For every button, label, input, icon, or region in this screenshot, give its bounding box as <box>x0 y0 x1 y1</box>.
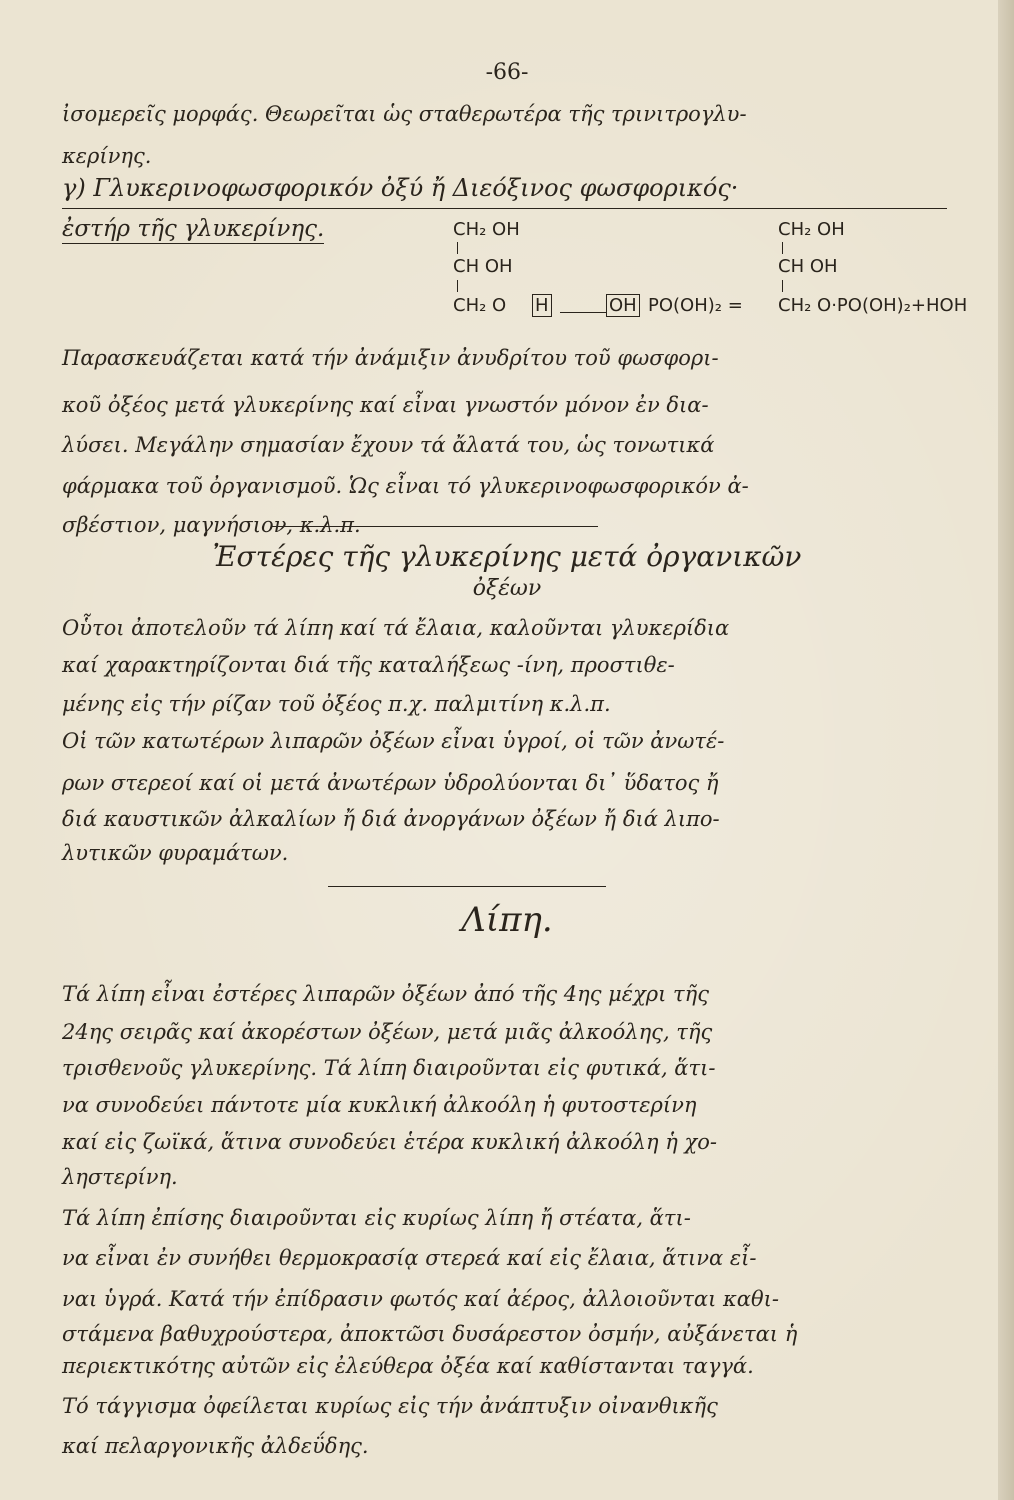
heading-rule <box>62 208 947 209</box>
box-h: H <box>532 294 552 317</box>
text-line: Παρασκευάζεται κατά τήν ἀνάμιξιν ἀνυδρίτου τοῦ φωσφορι- <box>62 346 719 370</box>
bond-line <box>457 280 458 292</box>
text-line: μένης εἰς τήν ρίζαν τοῦ ὀξέος π.χ. παλμιτίνη κ.λ.π. <box>62 692 611 716</box>
page-number: -66- <box>485 60 529 85</box>
formula-left-row: CH OH <box>453 256 513 277</box>
formula-left-row: CH₂ O <box>453 295 507 316</box>
text-line: κοῦ ὀξέος μετά γλυκερίνης καί εἶναι γνωστόν μόνον ἐν δια- <box>62 393 709 417</box>
esters-title: Ἐστέρες τῆς γλυκερίνης μετά ὀργανικῶν <box>212 540 802 573</box>
page-edge <box>998 0 1014 1500</box>
text-line: Τό τάγγισμα ὀφείλεται κυρίως εἰς τήν ἀνάπτυξιν οἰνανθικῆς <box>62 1394 718 1418</box>
section-heading: γ) Γλυκερινοφωσφορικόν ὀξύ ἤ Διεόξινος φωσφορικός· <box>62 174 739 202</box>
text-line: ἰσομερεῖς μορφάς. Θεωρεῖται ὡς σταθερωτέρα τῆς τρινιτρογλυ- <box>62 102 747 126</box>
text-line: ναι ὑγρά. Κατά τήν ἐπίδρασιν φωτός καί ἀέρος, ἀλλοιοῦνται καθι- <box>62 1287 779 1311</box>
bond-line <box>782 242 783 254</box>
text-line: να εἶναι ἐν συνήθει θερμοκρασίᾳ στερεά καί εἰς ἔλαια, ἅτινα εἶ- <box>62 1246 757 1270</box>
text-line: καί εἰς ζωϊκά, ἅτινα συνοδεύει ἑτέρα κυκλική ἀλκοόλη ἡ χο- <box>62 1130 717 1154</box>
text-line: 24ης σειρᾶς καί ἀκορέστων ὀξέων, μετά μιᾶς ἀλκοόλης, τῆς <box>62 1020 713 1044</box>
box-oh: OH <box>606 294 640 317</box>
text-line: να συνοδεύει πάντοτε μία κυκλική ἀλκοόλη ἡ φυτοστερίνη <box>62 1093 697 1117</box>
text-line: κερίνης. <box>62 144 152 168</box>
text-line: φάρμακα τοῦ ὀργανισμοῦ. Ὡς εἶναι τό γλυκερινοφωσφορικόν ἀ- <box>62 474 749 498</box>
text-line: τρισθενοῦς γλυκερίνης. Τά λίπη διαιροῦνται εἰς φυτικά, ἅτι- <box>62 1056 716 1080</box>
text-line: λυτικῶν φυραμάτων. <box>62 841 289 865</box>
bond-line <box>560 312 606 313</box>
text-line: σβέστιον, μαγνήσιον, κ.λ.π. <box>62 513 361 537</box>
text-line: Τά λίπη ἐπίσης διαιροῦνται εἰς κυρίως λίπη ἤ στέατα, ἅτι- <box>62 1206 691 1230</box>
text-line: στάμενα βαθυχρούστερα, ἀποκτῶσι δυσάρεστον ὀσμήν, αὐξάνεται ἡ <box>62 1322 798 1346</box>
text-line: περιεκτικότης αὐτῶν εἰς ἐλεύθερα ὀξέα καί καθίστανται ταγγά. <box>62 1354 754 1378</box>
formula-right-row: CH₂ OH <box>778 219 845 240</box>
text-line: διά καυστικῶν ἀλκαλίων ἤ διά ἀνοργάνων ὀξέων ἤ διά λιπο- <box>62 807 720 831</box>
lipi-title: Λίπη. <box>461 900 553 940</box>
text-line: καί πελαργονικῆς ἀλδεΰδης. <box>62 1434 369 1458</box>
formula-left-tail: PO(OH)₂ = <box>648 295 743 316</box>
formula-right-row: CH OH <box>778 256 838 277</box>
bond-line <box>457 242 458 254</box>
text-line: ρων στερεοί καί οἱ μετά ἀνωτέρων ὑδρολύονται δι᾽ ὕδατος ἤ <box>62 771 719 795</box>
text-line: Οἱ τῶν κατωτέρων λιπαρῶν ὀξέων εἶναι ὑγροί, οἱ τῶν ἀνωτέ- <box>62 729 725 753</box>
bond-line <box>782 280 783 292</box>
text-line: Οὗτοι ἀποτελοῦν τά λίπη καί τά ἔλαια, καλοῦνται γλυκερίδια <box>62 616 730 640</box>
formula-box-oh <box>606 295 640 316</box>
section-rule <box>328 886 606 887</box>
text-line: καί χαρακτηρίζονται διά τῆς καταλήξεως -ίνη, προστιθε- <box>62 653 675 677</box>
section-heading-2-text: ἐστήρ τῆς γλυκερίνης. <box>62 216 325 242</box>
section-heading-2 <box>62 216 324 242</box>
text-line: Τά λίπη εἶναι ἐστέρες λιπαρῶν ὀξέων ἀπό τῆς 4ης μέχρι τῆς <box>62 982 710 1006</box>
text-line: ληστερίνη. <box>62 1165 178 1189</box>
section-rule <box>272 526 598 527</box>
formula-left-row: CH₂ OH <box>453 219 520 240</box>
text-line: λύσει. Μεγάλην σημασίαν ἔχουν τά ἄλατά του, ὡς τονωτικά <box>62 433 715 457</box>
esters-title-2: ὀξέων <box>472 576 542 601</box>
formula-right-row: CH₂ O·PO(OH)₂+HOH <box>778 295 968 316</box>
formula-box-h <box>532 295 552 316</box>
